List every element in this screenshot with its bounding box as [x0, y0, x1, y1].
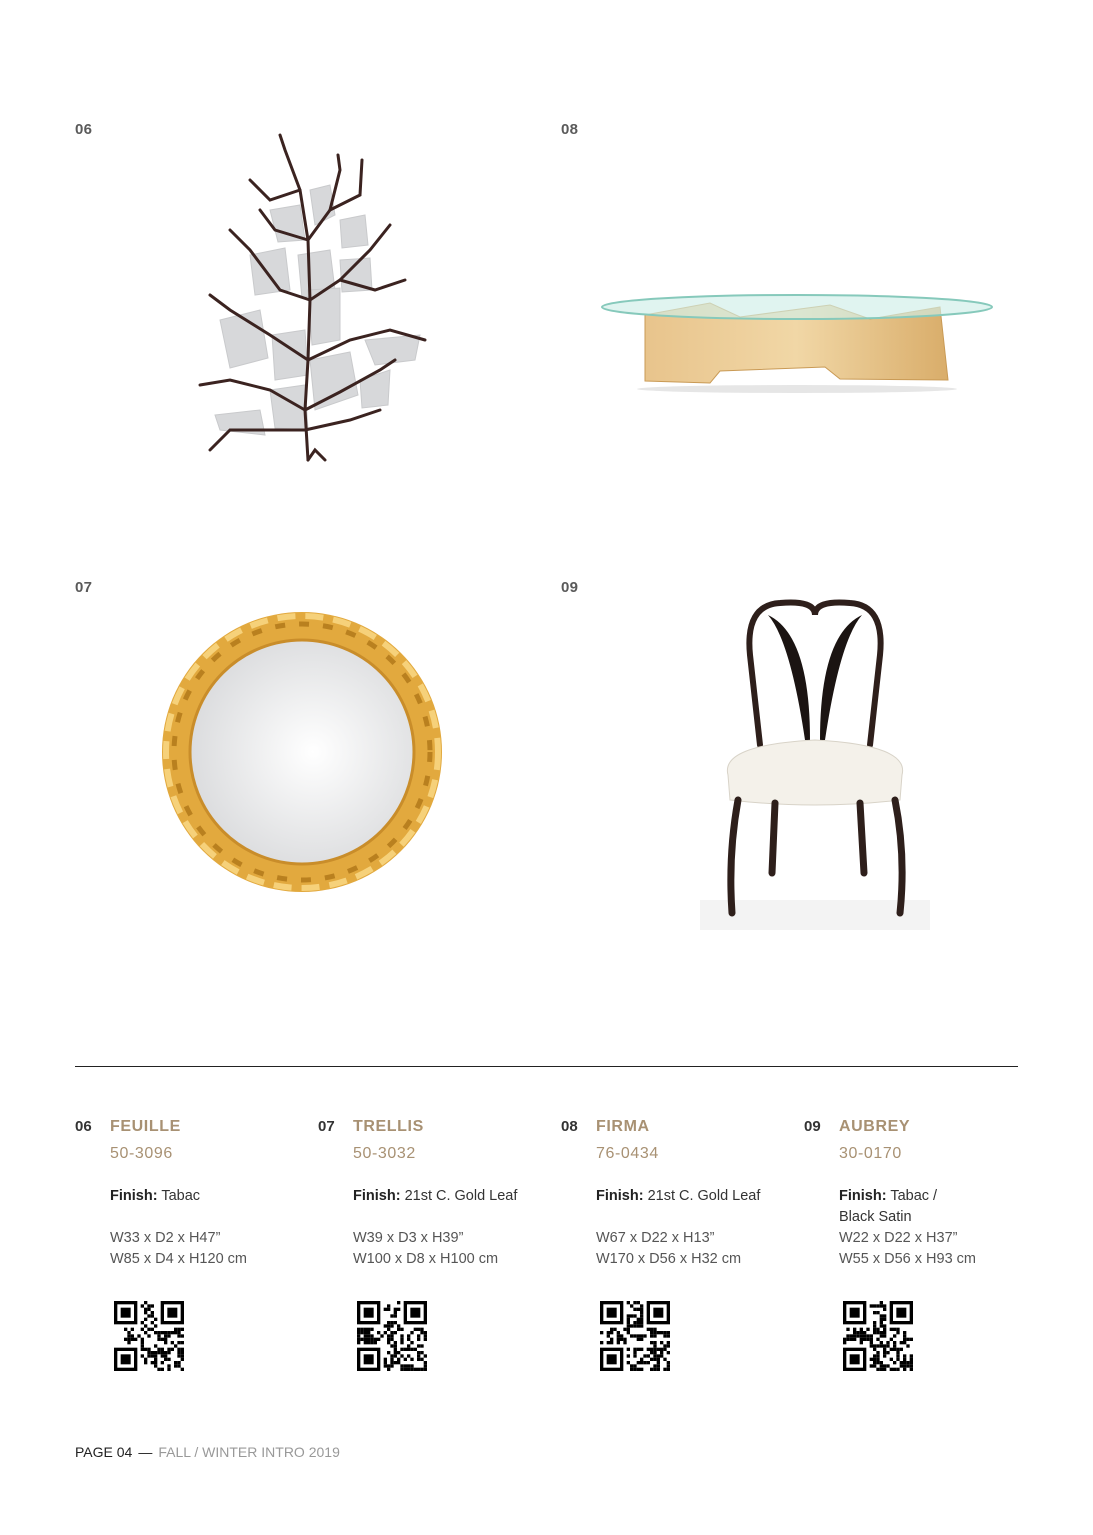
- section-divider: [75, 1066, 1018, 1067]
- finish-value: Tabac / Black Satin: [839, 1188, 938, 1225]
- dining-chair-icon[interactable]: [700, 595, 930, 930]
- item-number-09: 09: [561, 579, 579, 596]
- item-number-08: 08: [561, 121, 579, 138]
- qr-code-icon[interactable]: [114, 1301, 184, 1371]
- product-number: 09: [804, 1118, 821, 1135]
- dims-cm: W170 x D56 x H32 cm: [596, 1251, 742, 1267]
- product-name[interactable]: FEUILLE: [110, 1118, 181, 1135]
- dims-inches: W67 x D22 x H13”: [596, 1230, 715, 1246]
- product-finish: [110, 1186, 300, 1207]
- dims-inches: W39 x D3 x H39”: [353, 1230, 464, 1246]
- product-number: 06: [75, 1118, 92, 1135]
- item-number-06: 06: [75, 121, 93, 138]
- finish-label: Finish:: [596, 1188, 644, 1204]
- qr-code-icon[interactable]: [600, 1301, 670, 1371]
- page-footer: [75, 1444, 340, 1460]
- catalog-season: FALL / WINTER INTRO 2019: [158, 1444, 340, 1460]
- product-name[interactable]: TRELLIS: [353, 1118, 424, 1135]
- glass-coffee-table-icon[interactable]: [600, 285, 995, 395]
- item-number-07: 07: [75, 579, 93, 596]
- product-number: 08: [561, 1118, 578, 1135]
- round-gold-mirror-icon[interactable]: [150, 600, 455, 905]
- product-name[interactable]: AUBREY: [839, 1118, 911, 1135]
- product-name[interactable]: FIRMA: [596, 1118, 650, 1135]
- finish-label: Finish:: [839, 1188, 887, 1204]
- product-sku: 50-3096: [110, 1145, 173, 1162]
- product-sku: 76-0434: [596, 1145, 659, 1162]
- finish-label: Finish:: [110, 1188, 158, 1204]
- page-number: PAGE 04: [75, 1444, 133, 1460]
- dims-cm: W100 x D8 x H100 cm: [353, 1251, 499, 1267]
- product-finish: [596, 1186, 786, 1207]
- dims-inches: W33 x D2 x H47”: [110, 1230, 221, 1246]
- footer-separator: —: [138, 1444, 153, 1460]
- product-finish: [353, 1186, 543, 1207]
- dims-inches: W22 x D22 x H37”: [839, 1230, 958, 1246]
- qr-code-icon[interactable]: [843, 1301, 913, 1371]
- dims-cm: W85 x D4 x H120 cm: [110, 1251, 247, 1267]
- product-finish: [839, 1186, 959, 1228]
- finish-value: 21st C. Gold Leaf: [404, 1188, 518, 1204]
- qr-code-icon[interactable]: [357, 1301, 427, 1371]
- branch-mirror-icon[interactable]: [190, 130, 430, 465]
- product-number: 07: [318, 1118, 335, 1135]
- product-sku: 50-3032: [353, 1145, 416, 1162]
- finish-value: 21st C. Gold Leaf: [647, 1188, 761, 1204]
- dims-cm: W55 x D56 x H93 cm: [839, 1251, 976, 1267]
- finish-value: Tabac: [161, 1188, 201, 1204]
- product-sku: 30-0170: [839, 1145, 902, 1162]
- finish-label: Finish:: [353, 1188, 401, 1204]
